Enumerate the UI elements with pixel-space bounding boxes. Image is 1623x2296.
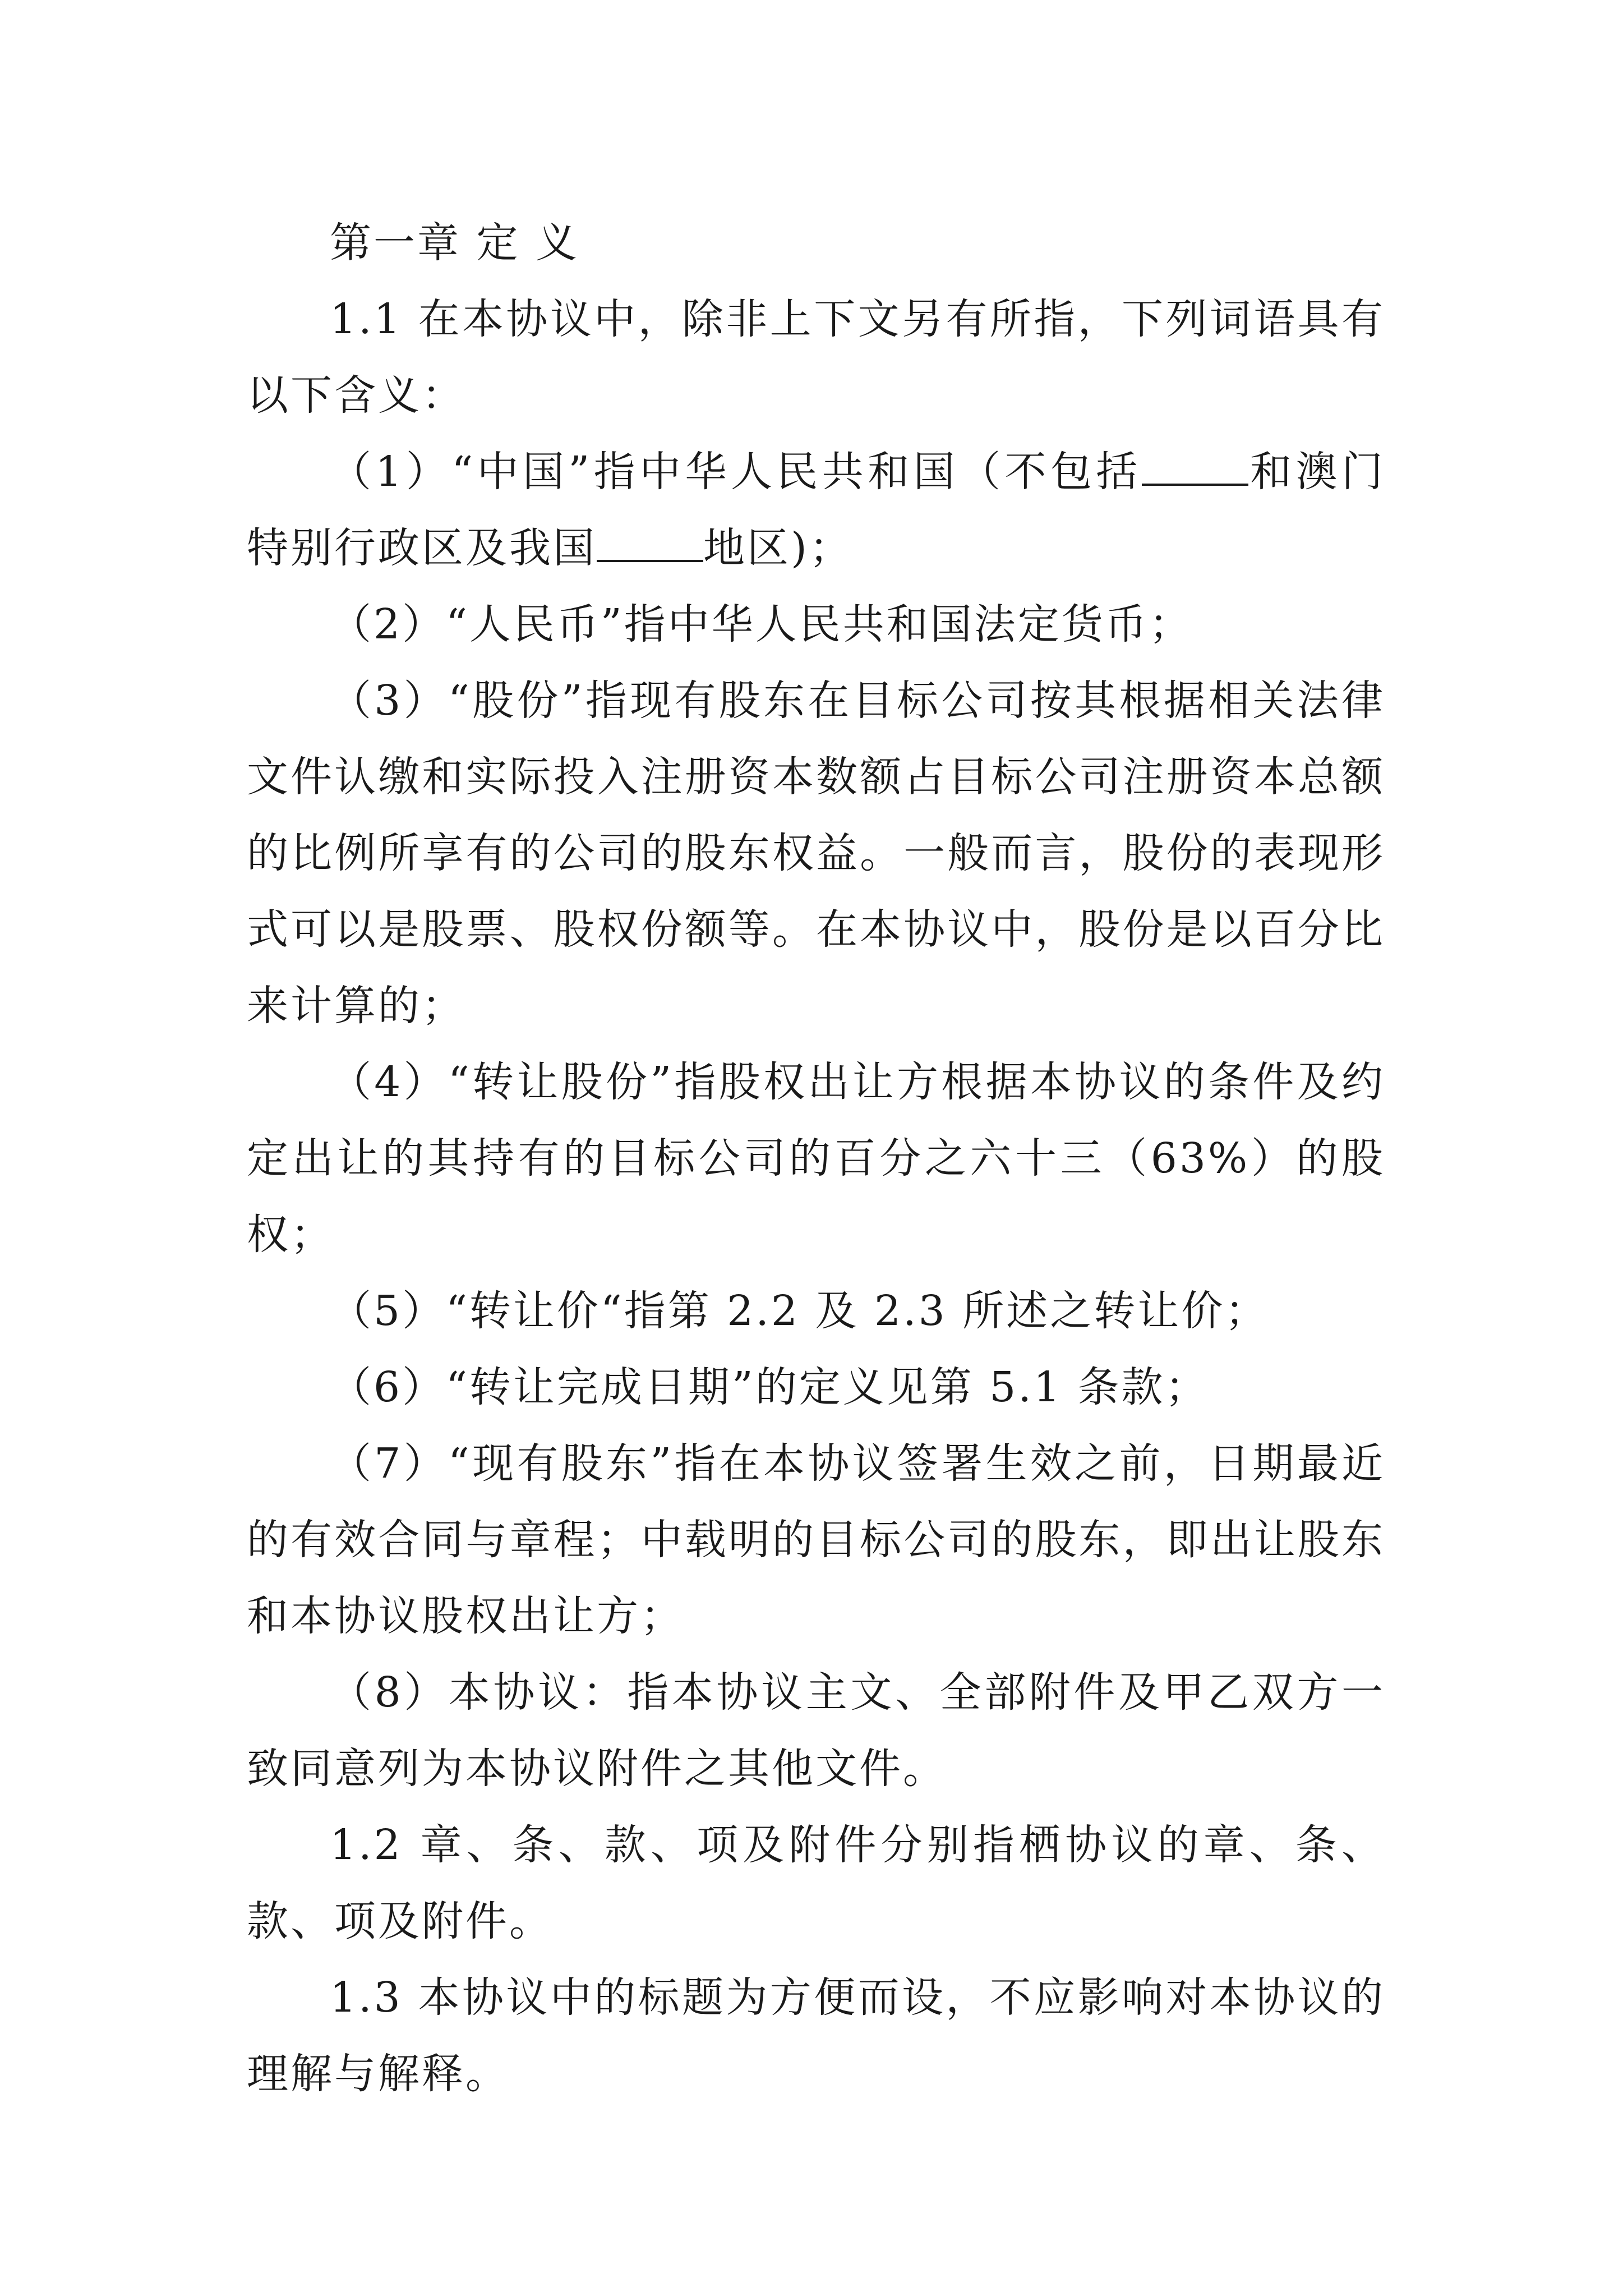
definition-1-part-a: （1）“中国”指中华人民共和国（不包括 xyxy=(330,448,1142,496)
definition-1 xyxy=(247,434,1385,586)
definition-5: （5）“转让价“指第 2.2 及 2.3 所述之转让价； xyxy=(330,1287,1269,1335)
fill-blank-2 xyxy=(597,525,703,562)
document-body xyxy=(247,205,1385,2112)
definition-4: （4）“转让股份”指股权出让方根据本协议的条件及约定出让的其持有的目标公司的百分之六十三（63%）的股权； xyxy=(247,1058,1385,1259)
section-1-3: 1.3 本协议中的标题为方便而设，不应影响对本协议的理解与解释。 xyxy=(247,1973,1385,2098)
definition-2: （2）“人民币”指中华人民共和国法定货币； xyxy=(330,600,1193,648)
section-1-1: 1.1 在本协议中，除非上下文另有所指，下列词语具有以下含义： xyxy=(247,295,1385,420)
definition-6: （6）“转让完成日期”的定义见第 5.1 条款； xyxy=(330,1363,1209,1411)
definition-7: （7）“现有股东”指在本协议签署生效之前，日期最近的有效合同与章程；中载明的目标公司的股东，即出让股东和本协议股权出让方； xyxy=(247,1439,1385,1640)
definition-3: （3）“股份”指现有股东在目标公司按其根据相关法律文件认缴和实际投入注册资本数额占目标公司注册资本总额的比例所享有的公司的股东权益。一般而言，股份的表现形式可以是股票、股权份额等。在本协议中，股份是以百分比来计算的； xyxy=(247,677,1385,1030)
section-1-2: 1.2 章、条、款、项及附件分别指栖协议的章、条、款、项及附件。 xyxy=(247,1821,1385,1945)
chapter-title: 第一章 定 义 xyxy=(330,219,580,267)
fill-blank-1 xyxy=(1142,449,1248,486)
definition-8: （8）本协议：指本协议主文、全部附件及甲乙双方一致同意列为本协议附件之其他文件。 xyxy=(247,1668,1385,1793)
definition-1-part-b: 和澳门特别行政区及我国 xyxy=(247,448,1385,572)
definition-1-part-c: 地区)； xyxy=(703,524,853,572)
